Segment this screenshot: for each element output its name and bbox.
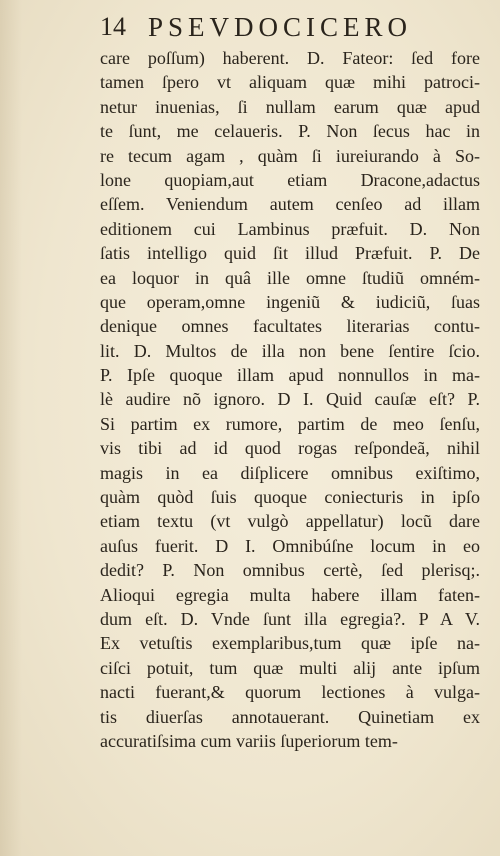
- text-line: dum eſt. D. Vnde ſunt illa egregia?. P A V.: [100, 608, 480, 629]
- text-line: que operam,omne ingeniũ & iudiciũ, ſuas: [100, 291, 480, 312]
- text-line: re tecum agam , quàm ſi iureiurando à So-: [100, 145, 480, 166]
- text-line: denique omnes facultates literarias contu-: [100, 316, 480, 337]
- text-line: lit. D. Multos de illa non bene ſentire ſcio.: [100, 340, 480, 361]
- text-line: quàm quòd ſuis quoque coniecturis in ipſo: [100, 487, 480, 508]
- text-line: Ex vetuſtis exemplaribus,tum quæ ipſe na-: [100, 633, 480, 654]
- text-line: nacti fuerant,& quorum lectiones à vulga-: [100, 682, 480, 703]
- text-line: Si partim ex rumore, partim de meo ſenſu,: [100, 413, 480, 434]
- text-line: auſus fuerit. D I. Omnibúſne locum in eo: [100, 535, 480, 556]
- text-line: ciſci potuit, tum quæ multi alij ante ipſum: [100, 657, 480, 678]
- text-line: tis diuerſas annotauerant. Quinetiam ex: [100, 706, 480, 727]
- text-line: Alioqui egregia multa habere illam faten-: [100, 584, 480, 605]
- text-line: P. Ipſe quoque illam apud nonnullos in ma-: [100, 365, 480, 386]
- text-line: ſatis intelligo quid ſit illud Præfuit. P. De: [100, 243, 480, 264]
- running-head: [100, 10, 480, 44]
- page-number: 14: [100, 12, 126, 41]
- text-line: editionem cui Lambinus præfuit. D. Non: [100, 218, 480, 239]
- text-line: lone quopiam,aut etiam Dracone,adactus: [100, 169, 480, 190]
- text-line: etiam textu (vt vulgò appellatur) locũ dare: [100, 511, 480, 532]
- text-line: accuratiſsima cum variis ſuperiorum tem-: [100, 730, 398, 751]
- text-line: eſſem. Veniendum autem cenſeo ad illam: [100, 194, 480, 215]
- text-line: ea loquor in quâ ille omne ſtudiũ omném-: [100, 267, 480, 288]
- text-line: lè audire nõ ignoro. D I. Quid cauſæ eſt? P.: [100, 389, 480, 410]
- text-line: care poſſum) haberent. D. Fateor: ſed fore: [100, 48, 480, 68]
- text-line: netur inuenias, ſi nullam earum quæ apud: [100, 96, 480, 117]
- text-line: te ſunt, me celaueris. P. Non ſecus hac in: [100, 121, 480, 142]
- text-line: vis tibi ad id quod rogas reſpondeã, nihil: [100, 438, 480, 459]
- text-line: tamen ſpero vt aliquam quæ mihi patroci-: [100, 72, 480, 93]
- text-line: magis in ea diſplicere omnibus exiſtimo,: [100, 462, 480, 483]
- text-line: dedit? P. Non omnibus certè, ſed plerisq;.: [100, 560, 480, 581]
- body-text: [100, 46, 480, 753]
- running-title: PSEVDOCICERO: [148, 12, 413, 42]
